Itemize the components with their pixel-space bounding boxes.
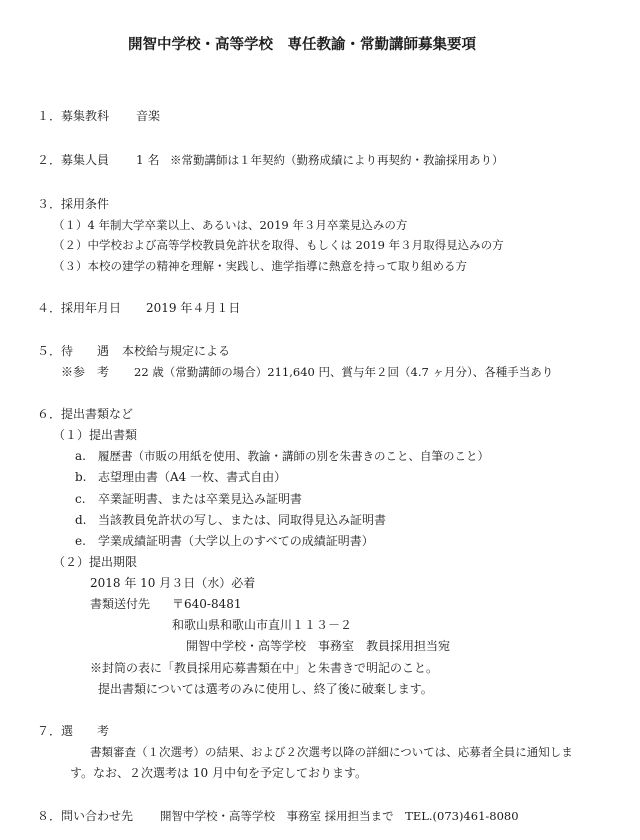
section-2-note: ※常勤講師は１年契約（勤務成績により再契約・教諭採用あり）	[170, 153, 504, 167]
mailing-address: 和歌山県和歌山市直川１１３－２	[172, 618, 353, 632]
contact-info: 開智中学校・高等学校 事務室 採用担当まで TEL.(073)461-8080	[160, 809, 519, 823]
document-item: 卒業証明書、または卒業見込み証明書	[98, 492, 303, 506]
documents-usage-note: 提出書類については選考のみに使用し、終了後に破棄します。	[98, 682, 433, 696]
document-item: 履歴書（市販の用紙を使用、教諭・講師の別を朱書きのこと、自筆のこと）	[98, 449, 489, 463]
section-4-label: ４．採用年月日	[37, 301, 122, 315]
condition-item: （２）中学校および高等学校教員免許状を取得、もしくは 2019 年３月取得見込みの方	[53, 238, 504, 252]
section-6-label: ６．提出書類など	[37, 407, 134, 421]
send-to-label: 書類送付先	[90, 597, 151, 611]
condition-item: （１）4 年制大学卒業以上、あるいは、2019 年３月卒業見込みの方	[53, 218, 408, 232]
section-1-label: １．募集教科	[37, 109, 110, 123]
deadline-subheading: （２）提出期限	[53, 555, 138, 569]
section-1-value: 音楽	[136, 109, 161, 123]
document-mark: a.	[75, 449, 86, 463]
selection-text-line: 書類審査（１次選考）の結果、および２次選考以降の詳細については、応募者全員に通知しま	[90, 745, 573, 759]
section-2-count: 1 名	[136, 153, 160, 167]
document-item: 当該教員免許状の写し、または、同取得見込み証明書	[98, 513, 387, 527]
section-7-label: ７．選 考	[37, 724, 110, 738]
section-2-label: ２．募集人員	[37, 153, 110, 167]
envelope-note: ※封筒の表に「教員採用応募書類在中」と朱書きで明記のこと。	[90, 661, 439, 675]
section-5-value: 本校給与規定による	[122, 344, 231, 358]
condition-item: （３）本校の建学の精神を理解・実践し、進学指導に熱意を持って取り組める方	[53, 259, 467, 273]
selection-text-line: す。なお、２次選考は 10 月中旬を予定しております。	[70, 766, 367, 780]
reference-label: ※参 考	[61, 365, 110, 379]
section-8-label: ８．問い合わせ先	[37, 809, 134, 823]
page-title: 開智中学校・高等学校 専任教諭・常勤講師募集要項	[128, 37, 476, 53]
document-mark: c.	[75, 492, 86, 506]
document-mark: e.	[75, 534, 86, 548]
section-5-label: ５．待 遇	[37, 344, 110, 358]
reference-value: 22 歳（常勤講師の場合）211,640 円、賞与年２回（4.7 ヶ月分）、各種手当あり	[134, 365, 554, 379]
deadline-date: 2018 年 10 月３日（水）必着	[90, 576, 256, 590]
document-mark: b.	[75, 470, 87, 484]
document-item: 志望理由書（A4 一枚、書式自由）	[98, 470, 287, 484]
section-4-value: 2019 年４月１日	[146, 301, 241, 315]
document-item: 学業成績証明書（大学以上のすべての成績証明書）	[98, 534, 374, 548]
mailing-recipient: 開智中学校・高等学校 事務室 教員採用担当宛	[186, 639, 451, 653]
documents-subheading: （１）提出書類	[53, 428, 138, 442]
postal-code: 〒640-8481	[172, 597, 242, 611]
section-3-label: ３．採用条件	[37, 197, 110, 211]
document-mark: d.	[75, 513, 87, 527]
